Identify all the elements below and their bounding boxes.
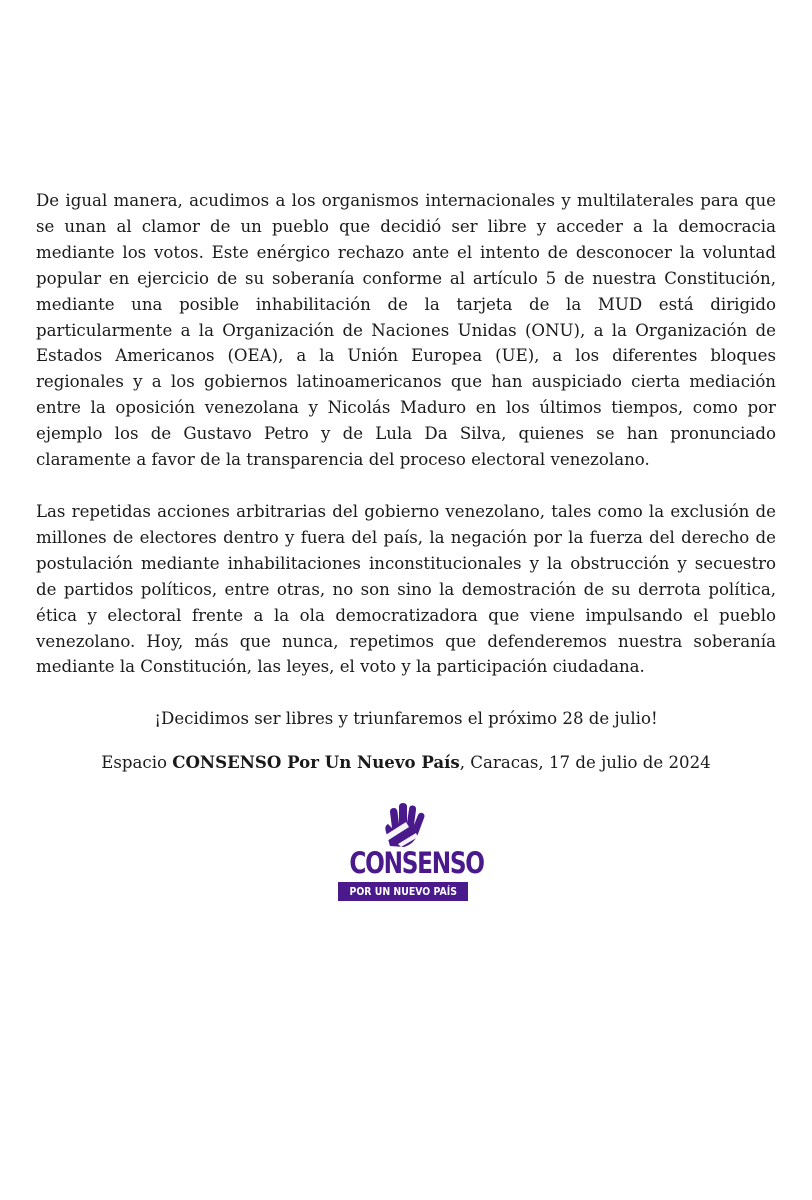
letter-body — [36, 188, 776, 776]
raised-hand-icon — [376, 802, 428, 850]
closing-statement: ¡Decidimos ser libres y triunfaremos el próximo 28 de julio! — [154, 709, 658, 729]
signature-prefix: Espacio — [101, 753, 173, 773]
logo-tagline: POR UN NUEVO PAÍS — [349, 885, 457, 898]
logo-tagline-band — [338, 882, 468, 901]
logo-wordmark: CONSENSO — [349, 846, 484, 880]
consenso-logo — [336, 802, 484, 902]
paragraph-international-appeal: De igual manera, acudimos a los organismos internacionales y multilaterales para que se unan al clamor de un pueblo que decidió ser libre y acceder a la democracia mediante los votos. Este enérgico rechazo ante el intento de desconocer la voluntad popular en ejercicio de su soberanía conforme al artículo 5 de nuestra Constitución, mediante una posible inhabilitación de la tarjeta de la MUD está dirigido particularmente a la Organización de Naciones Unidas (ONU), a la Organización de Estados Americanos (OEA), a la Unión Europea (UE), a los diferentes bloques regionales y a los gobiernos latinoamericanos que han auspiciado cierta mediación entre la oposición venezolana y Nicolás Maduro en los últimos tiempos, como por ejemplo los de Gustavo Petro y de Lula Da Silva, quienes se han pronunciado claramente a favor de la transparencia del proceso electoral venezolano. — [36, 191, 776, 470]
signature-line — [36, 750, 776, 776]
signature-organization: CONSENSO Por Un Nuevo País — [172, 752, 460, 773]
paragraph-arbitrary-actions: Las repetidas acciones arbitrarias del gobierno venezolano, tales como la exclusión de millones de electores dentro y fuera del país, la negación por la fuerza del derecho de postulación mediante inhabilitaciones inconstitucionales y la obstrucción y secuestro de partidos políticos, entre otras, no son sino la demostración de su derrota política, ética y electoral frente a la ola democratizadora que viene impulsando el pueblo venezolano. Hoy, más que nunca, repetimos que defenderemos nuestra soberanía mediante la Constitución, las leyes, el voto y la participación ciudadana. — [36, 501, 776, 677]
signature-suffix: , Caracas, 17 de julio de 2024 — [459, 753, 711, 773]
